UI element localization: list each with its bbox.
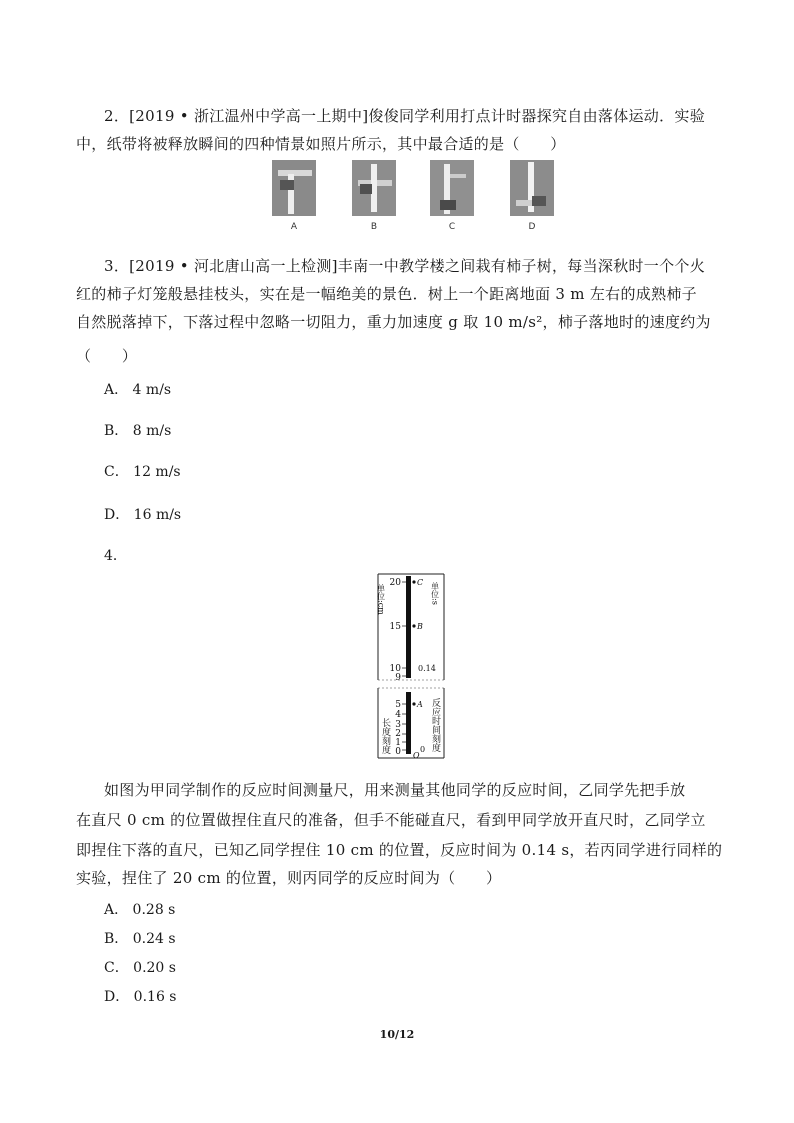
photo-label-d: D [528, 222, 536, 232]
q4-option-d: D． 0.16 s [104, 989, 177, 1005]
tick-1: 1 [395, 738, 401, 748]
tick-10: 10 [389, 664, 401, 674]
q2-line-1: 2．[2019 • 浙江温州中学高一上期中]俊俊同学利用打点计时器探究自由落体运动．实验 [104, 107, 706, 125]
q4-number: 4． [104, 548, 127, 564]
q3-line-3: 自然脱落掉下，下落过程中忽略一切阻力，重力加速度 g 取 10 m/s²，柿子落地时的速度约为 [76, 313, 711, 331]
q3-line-4: （ ） [76, 347, 138, 365]
q3-line-1: 3．[2019 • 河北唐山高一上检测]丰南一中教学楼之间栽有柿子树，每当深秋时一个个火 [104, 257, 706, 275]
right-caption: 反应时间刻度 [430, 698, 440, 752]
left-caption: 长度刻度 [380, 718, 390, 754]
q4-option-c: C． 0.20 s [104, 960, 176, 976]
photo-a [272, 160, 316, 216]
tick-9: 9 [395, 673, 401, 683]
right-unit-label: 单位:s [430, 582, 440, 605]
q3-option-d: D． 16 m/s [104, 507, 182, 523]
tick-15: 15 [389, 622, 401, 632]
photo-d [510, 160, 554, 216]
q4-line-1: 如图为甲同学制作的反应时间测量尺，用来测量其他同学的反应时间，乙同学先把手放 [104, 781, 686, 799]
tick-5: 5 [395, 700, 401, 710]
left-unit-label: 单位:cm [376, 584, 386, 615]
photo-label-c: C [448, 222, 456, 232]
right-value-014: 0.14 [418, 664, 436, 673]
point-a: A [417, 700, 423, 709]
q3-option-c: C． 12 m/s [104, 464, 181, 480]
q2-photos [270, 160, 556, 238]
q3-line-2: 红的柿子灯笼般悬挂枝头，实在是一幅绝美的景色．树上一个距离地面 3 m 左右的成熟柿子 [76, 285, 697, 303]
tick-20: 20 [389, 578, 401, 588]
right-value-0: 0 [420, 745, 426, 754]
tick-2: 2 [395, 729, 401, 739]
q4-line-2: 在直尺 0 cm 的位置做捏住直尺的准备，但手不能碰直尺，看到甲同学放开直尺时，乙同学立 [76, 811, 706, 829]
photo-label-a: A [290, 222, 298, 232]
point-c: C [417, 578, 424, 587]
q3-option-b: B． 8 m/s [104, 423, 172, 439]
tick-0: 0 [395, 747, 401, 757]
q3-option-a: A． 4 m/s [104, 382, 172, 398]
q4-line-4: 实验，捏住了 20 cm 的位置，则丙同学的反应时间为（ ） [76, 869, 502, 887]
photo-b [352, 160, 396, 216]
q2-line-2: 中，纸带将被释放瞬间的四种情景如照片所示，其中最合适的是（ ） [76, 135, 566, 153]
point-b: B [417, 622, 423, 631]
q4-line-3: 即捏住下落的直尺，已知乙同学捏住 10 cm 的位置，反应时间为 0.14 s，若丙同学进行同样的 [76, 841, 723, 859]
tick-3: 3 [395, 720, 401, 730]
q4-option-b: B． 0.24 s [104, 931, 176, 947]
tick-4: 4 [395, 710, 401, 720]
point-o: O [413, 751, 420, 760]
photo-label-b: B [370, 222, 378, 232]
photo-c [430, 160, 474, 216]
reaction-ruler-figure [376, 572, 448, 762]
page-number: 10/12 [379, 1028, 415, 1041]
q4-option-a: A． 0.28 s [104, 902, 176, 918]
